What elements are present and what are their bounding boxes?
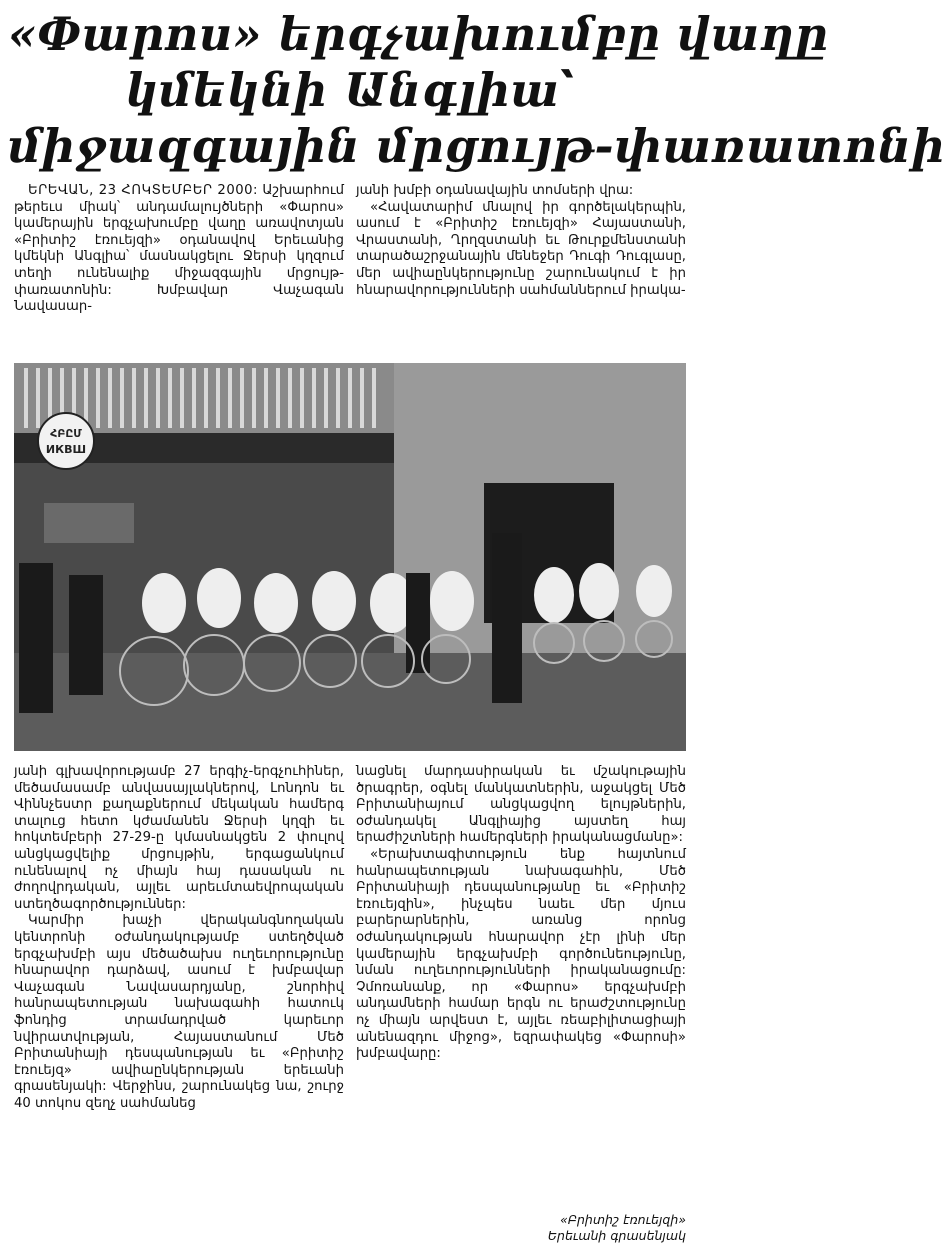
headline-line-2: կմեկնի Անգլիա՝ — [125, 63, 575, 117]
article-headline — [8, 6, 945, 174]
article-paragraph: նացնել մարդասիրական եւ մշակութային ծրագրեր, օգնել մանկատներին, աջակցել Մեծ Բրիտանիայում անցկացվող ելույթներին, օժանդակել Անգլիայից այստեղ հայ երաժիշտների համերգների իրականացմանը»: — [356, 764, 686, 846]
choir-photo — [14, 363, 686, 751]
credit-line-1: «Բրիտիշ էռուեյզի» — [560, 1212, 686, 1227]
paragraph-text: Աշխարհում թերեւս միակ՝ անդամալույծների «Փարոս» կամերային երգչախումբը վաղը առավոտյան «Բրիտիշ էռուեյզի» օդանավով Երեւանից կմեկնի Անգլիա՝ մասնակցելու Ջերսի կղզում տեղի ունենալիք միջազգային մրցույթ-փառատոնին: Խմբավար Վաչագան Նավասար- — [14, 183, 345, 315]
headline-line-1: «Փարոս» երգչախումբը վաղը — [8, 7, 829, 61]
article-paragraph — [14, 183, 344, 316]
article-paragraph: «Հավատարիմ մնալով իր գործելակերպին, ասում է «Բրիտիշ էռուեյզի» Հայաստանի, Վրաստանի, Ղրղզստանի եւ Թուրքմենստանի տարածաշրջանային մենեջեր Դուգի Դուգլասը, մեր ավիաընկերությունը շարունակում է իր հնարավորությունների սահմաններում իրակա- — [356, 199, 686, 298]
article-paragraph: յանի խմբի օդանավային տոմսերի վրա: — [356, 183, 634, 198]
credit-line-2: Երեւանի գրասենյակ — [547, 1228, 686, 1243]
article-column-bottom-left — [14, 764, 344, 1112]
article-paragraph: յանի գլխավորությամբ 27 երգիչ-երգչուհիներ, մեծամասամբ անվասայլակներով, Լոնդոն եւ Վիննչեստր քաղաքներում մեկական համերգ տալուց հետո կժամանեն Ջերսի կղզի եւ հոկտեմբերի 27-29-ը կմասնակցեն 2 փուլով անցկացվելիք մրցույթին, երգացանկում ունենալով ոչ միայն հայ դասական ու ժողովրդական, այլեւ արեւմտաեվրոպական ստեղծագործություններ: — [14, 764, 344, 912]
article-column-top-right — [356, 183, 686, 299]
article-paragraph: «Երախտագիտություն ենք հայտնում հանրապետության նախագահին, Մեծ Բրիտանիայի դեսպանությանը եւ «Բրիտիշ էռուեյզին», ինչպես նաեւ մեր մյուս բարերարներին, առանց որոնց օժանդակության հնարավոր չէր լինի մեր կամերային երգչախմբի գործունեությունը, նման ուղեւորությունների իրականացումը: Չմոռանանք, որ «Փարոս» երգչախմբի անդամների համար երգն ու երաժշտությունը ոչ միայն արվեստ է, այլեւ ռեաբիլիտացիայի անենազդու միջոց», եզրափակեց «Փարոսի» խմբավարը: — [356, 846, 686, 1062]
photo-logo-bottom-text: ИКВШ — [45, 443, 87, 456]
article-paragraph: Կարմիր խաչի վերականգնողական կենտրոնի օժանդակությամբ ստեղծված երգչախմբի այս մեծածախս ուղեւորությունը հնարավոր դարձավ, ասում է խմբավար Վաչագան Նավասարդյանը, շնորհիվ հանրապետության նախագահի հատուկ ֆոնդից տրամադրված կարեւոր նվիրատվության, Հայաստանում Մեծ Բրիտանիայի դեսպանության եւ «Բրիտիշ էռուեյզ» ավիաընկերության երեւանի գրասենյակի: Վերջինս, շարունակեց նա, շուրջ 40 տոկոս զեղչ սահմանեց — [14, 913, 344, 1111]
article-column-bottom-right — [356, 764, 686, 1063]
photo-logo-top-text: ՀԲԸՄ — [50, 427, 82, 440]
article-source-credit — [486, 1212, 686, 1244]
headline-line-3: միջազգային մրցույթ-փառատոնի — [8, 119, 945, 173]
dateline: ԵՐԵՎԱՆ, 23 ՀՈԿՏԵՄԲԵՐ 2000: — [28, 183, 258, 198]
article-column-top-left — [14, 183, 344, 316]
